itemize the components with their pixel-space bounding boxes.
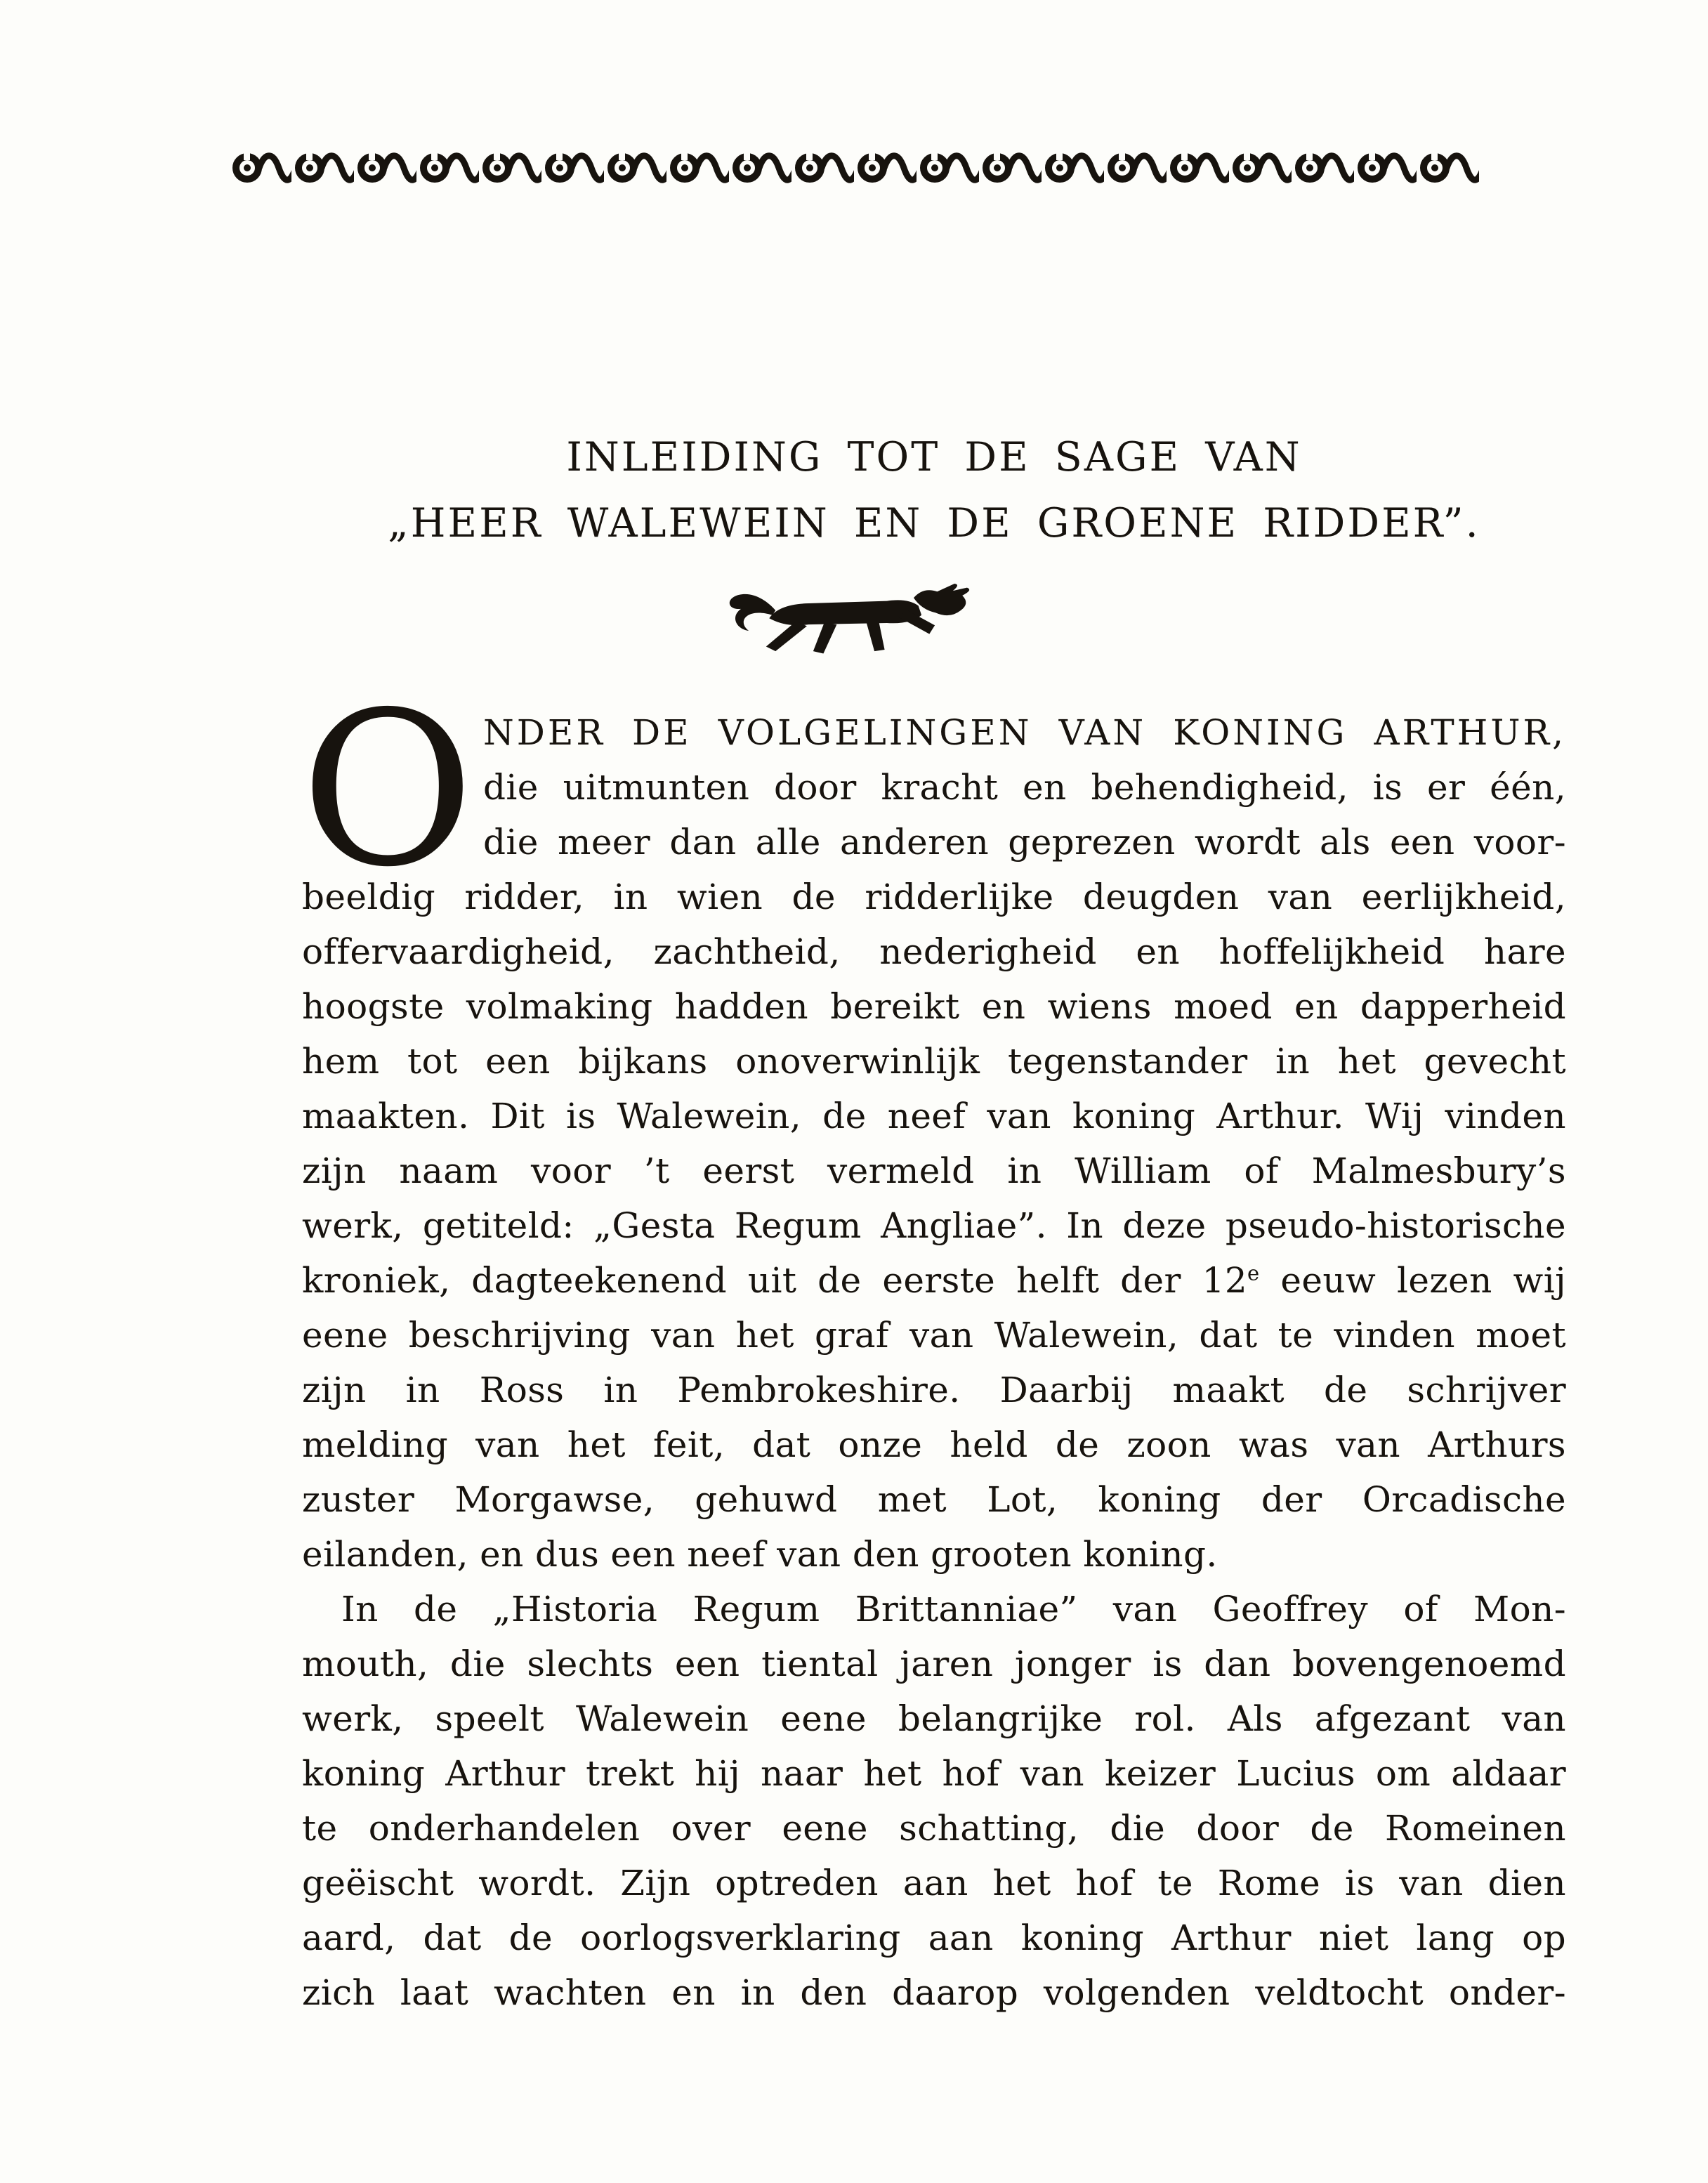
body-line: zijn in Ross in Pembrokeshire. Daarbij maakt de schrijver xyxy=(302,1370,1566,1410)
body-line: die uitmunten door kracht en behendigheid, is er één, xyxy=(483,767,1566,808)
body-line: geëischt wordt. Zijn optreden aan het hof te Rome is van dien xyxy=(302,1863,1566,1903)
body-line: werk, getiteld: „Gesta Regum Angliae”. In deze pseudo-historische xyxy=(302,1205,1566,1246)
dropcap-letter: O xyxy=(301,667,475,914)
body-line-with-superscript xyxy=(302,1253,1566,1308)
body-line: werk, speelt Walewein eene belangrijke rol. Als afgezant van xyxy=(302,1698,1566,1739)
body-line: beeldig ridder, in wien de ridderlijke deugden van eerlijkheid, xyxy=(302,877,1566,917)
body-line: melding van het feit, dat onze held de zoon was van Arthurs xyxy=(302,1424,1566,1465)
chapter-title xyxy=(302,424,1566,556)
body-text xyxy=(301,667,1566,2020)
lion-ornament-icon xyxy=(721,577,987,659)
body-line: NDER DE VOLGELINGEN VAN KONING ARTHUR, xyxy=(483,712,1566,753)
body-line: zuster Morgawse, gehuwd met Lot, koning der Orcadische xyxy=(302,1479,1566,1520)
body-line: In de „Historia Regum Brittanniae” van Geoffrey of Mon- xyxy=(341,1589,1566,1630)
body-line: offervaardigheid, zachtheid, nederigheid en hoffelijkheid hare xyxy=(302,931,1566,972)
body-line: maakten. Dit is Walewein, de neef van koning Arthur. Wij vinden xyxy=(302,1096,1566,1136)
chapter-title-line2: „HEER WALEWEIN EN DE GROENE RIDDER”. xyxy=(388,500,1480,546)
line-text: kroniek, dagteekenend uit de eerste helft der 12 xyxy=(302,1260,1248,1301)
paragraph-1 xyxy=(301,667,1566,1582)
superscript-e: e xyxy=(1247,1261,1260,1285)
body-line: eene beschrijving van het graf van Walewein, dat te vinden moet xyxy=(302,1315,1566,1356)
body-line: mouth, die slechts een tiental jaren jonger is dan bovengenoemd xyxy=(302,1644,1566,1684)
body-line: eilanden, en dus een neef van den grooten koning. xyxy=(302,1534,1218,1575)
body-line: hem tot een bijkans onoverwinlijk tegenstander in het gevecht xyxy=(302,1041,1566,1082)
body-line: aard, dat de oorlogsverklaring aan koning Arthur niet lang op xyxy=(302,1917,1566,1958)
body-line: koning Arthur trekt hij naar het hof van keizer Lucius om aldaar xyxy=(302,1753,1566,1794)
body-line: te onderhandelen over eene schatting, die door de Romeinen xyxy=(302,1808,1566,1849)
body-line: zijn naam voor ’t eerst vermeld in William of Malmesbury’s xyxy=(302,1150,1566,1191)
body-line: die meer dan alle anderen geprezen wordt als een voor- xyxy=(483,822,1566,863)
body-line: hoogste volmaking hadden bereikt en wiens moed en dapperheid xyxy=(302,986,1566,1027)
body-line: zich laat wachten en in den daarop volgenden veldtocht onder- xyxy=(302,1972,1566,2013)
chapter-title-line1: INLEIDING TOT DE SAGE VAN xyxy=(566,434,1302,480)
line-text: eeuw lezen wij xyxy=(1259,1260,1566,1301)
scroll-frieze-ornament xyxy=(229,148,1479,191)
paragraph-2 xyxy=(302,1582,1566,2020)
